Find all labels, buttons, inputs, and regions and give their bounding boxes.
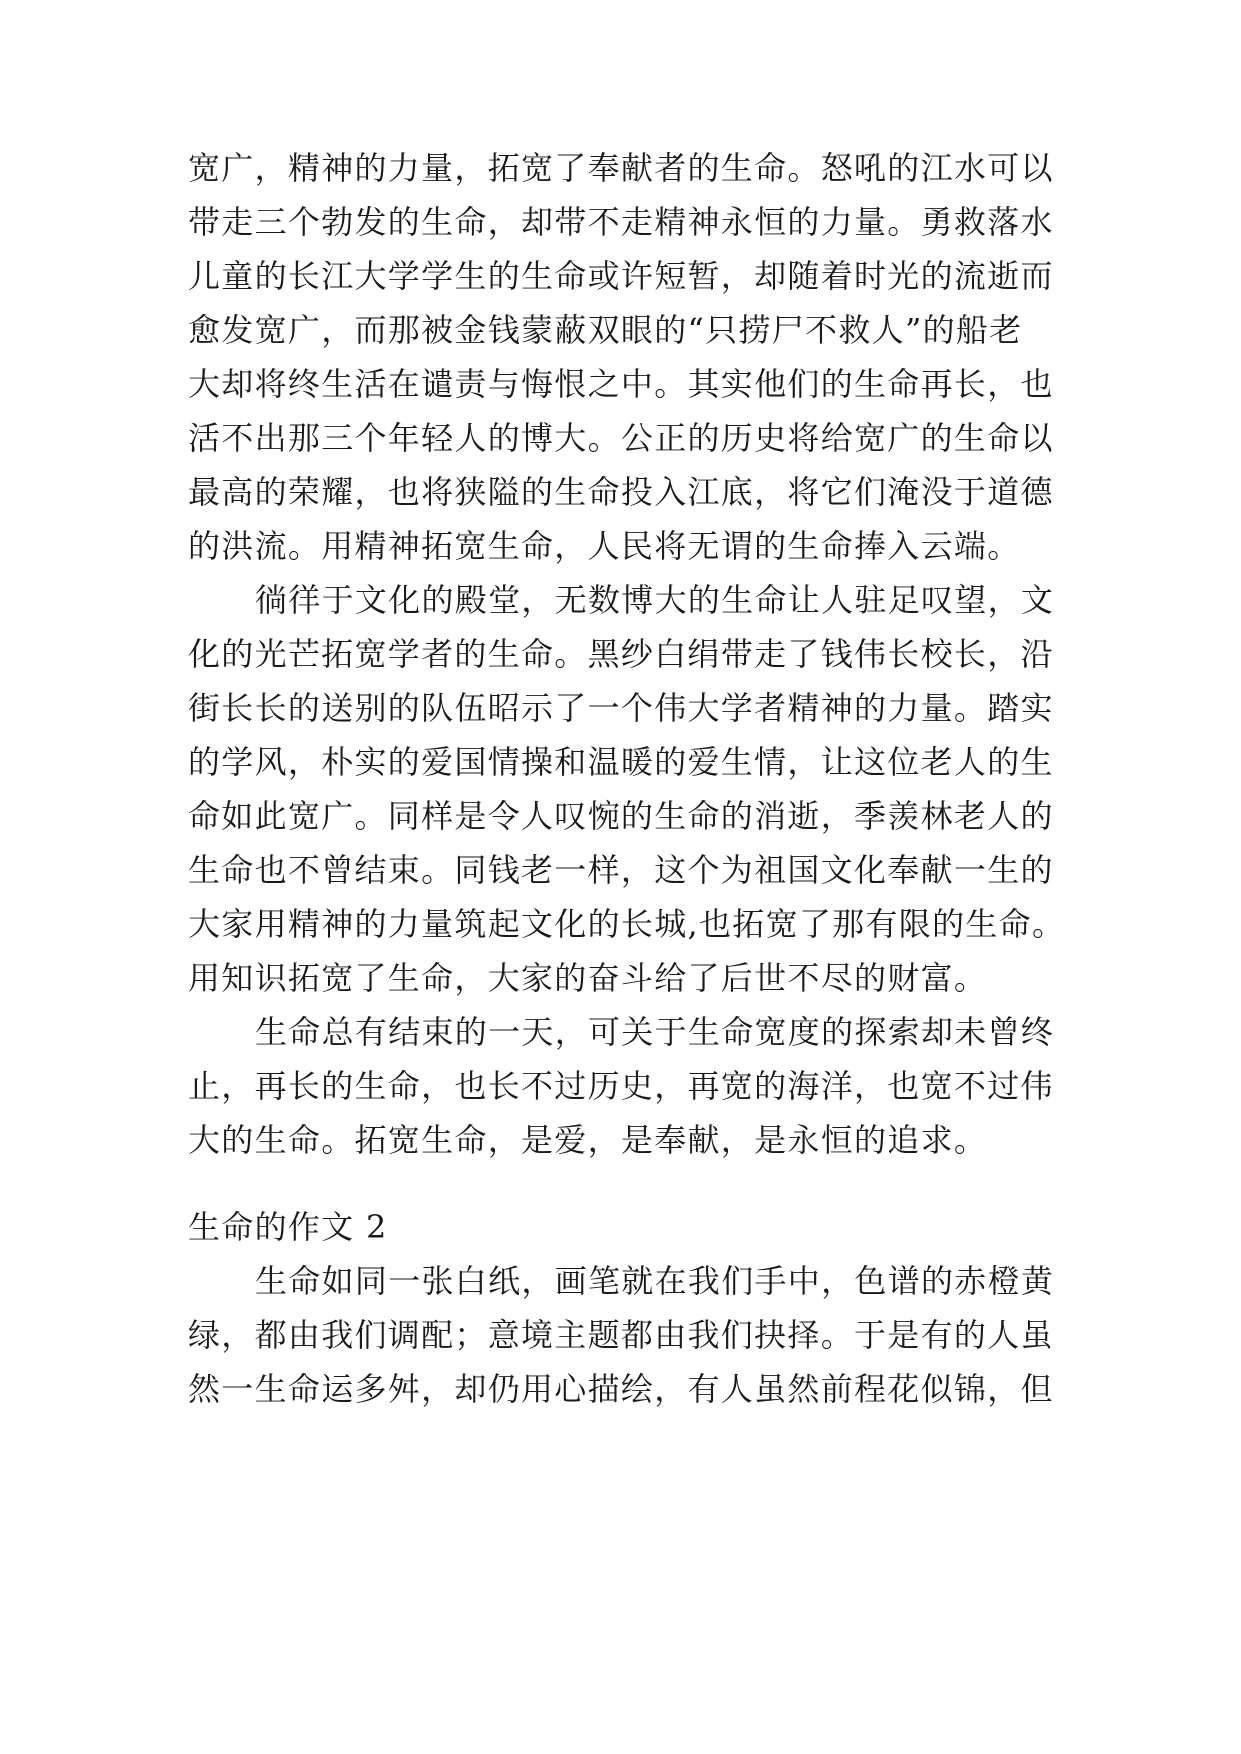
paragraph-2-line: 街长长的送别的队伍昭示了一个伟大学者精神的力量。踏实 [188, 689, 1054, 727]
paragraph-4-line: 绿，都由我们调配；意境主题都由我们抉择。于是有的人虽 [188, 1316, 1054, 1354]
paragraph-2-line: 大家用精神的力量筑起文化的长城,也拓宽了那有限的生命。 [188, 905, 1066, 943]
paragraph-1-line: 愈发宽广，而那被金钱蒙蔽双眼的“只捞尸不救人”的船老 [188, 311, 1023, 349]
paragraph-2-line: 生命也不曾结束。同钱老一样，这个为祖国文化奉献一生的 [188, 851, 1054, 889]
paragraph-2-line: 徜徉于文化的殿堂，无数博大的生命让人驻足叹望，文 [255, 581, 1055, 619]
paragraph-1-line: 活不出那三个年轻人的博大。公正的历史将给宽广的生命以 [188, 419, 1054, 457]
paragraph-2-line: 用知识拓宽了生命，大家的奋斗给了后世不尽的财富。 [188, 959, 988, 997]
paragraph-1-line: 大却将终生活在谴责与悔恨之中。其实他们的生命再长，也 [188, 365, 1054, 403]
paragraph-3-line: 生命总有结束的一天，可关于生命宽度的探索却未曾终 [255, 1013, 1055, 1051]
paragraph-4-line: 然一生命运多舛，却仍用心描绘，有人虽然前程花似锦，但 [188, 1370, 1054, 1408]
paragraph-2-line: 命如此宽广。同样是令人叹惋的生命的消逝，季羡林老人的 [188, 797, 1054, 835]
paragraph-3-line: 止，再长的生命，也长不过历史，再宽的海洋，也宽不过伟 [188, 1067, 1054, 1105]
paragraph-1-line: 宽广，精神的力量，拓宽了奉献者的生命。怒吼的江水可以 [188, 149, 1054, 187]
paragraph-1-line: 带走三个勃发的生命，却带不走精神永恒的力量。勇救落水 [188, 203, 1054, 241]
section-heading: 生命的作文 2 [188, 1208, 388, 1246]
paragraph-2-line: 的学风，朴实的爱国情操和温暖的爱生情，让这位老人的生 [188, 743, 1054, 781]
paragraph-2-line: 化的光芒拓宽学者的生命。黑纱白绢带走了钱伟长校长，沿 [188, 635, 1054, 673]
paragraph-1-line: 的洪流。用精神拓宽生命，人民将无谓的生命捧入云端。 [188, 527, 1021, 565]
paragraph-3-line: 大的生命。拓宽生命，是爱，是奉献，是永恒的追求。 [188, 1121, 988, 1159]
paragraph-4-line: 生命如同一张白纸，画笔就在我们手中，色谱的赤橙黄 [255, 1262, 1055, 1300]
paragraph-1-line: 最高的荣耀，也将狭隘的生命投入江底，将它们淹没于道德 [188, 473, 1054, 511]
paragraph-1-line: 儿童的长江大学学生的生命或许短暂，却随着时光的流逝而 [188, 257, 1054, 295]
